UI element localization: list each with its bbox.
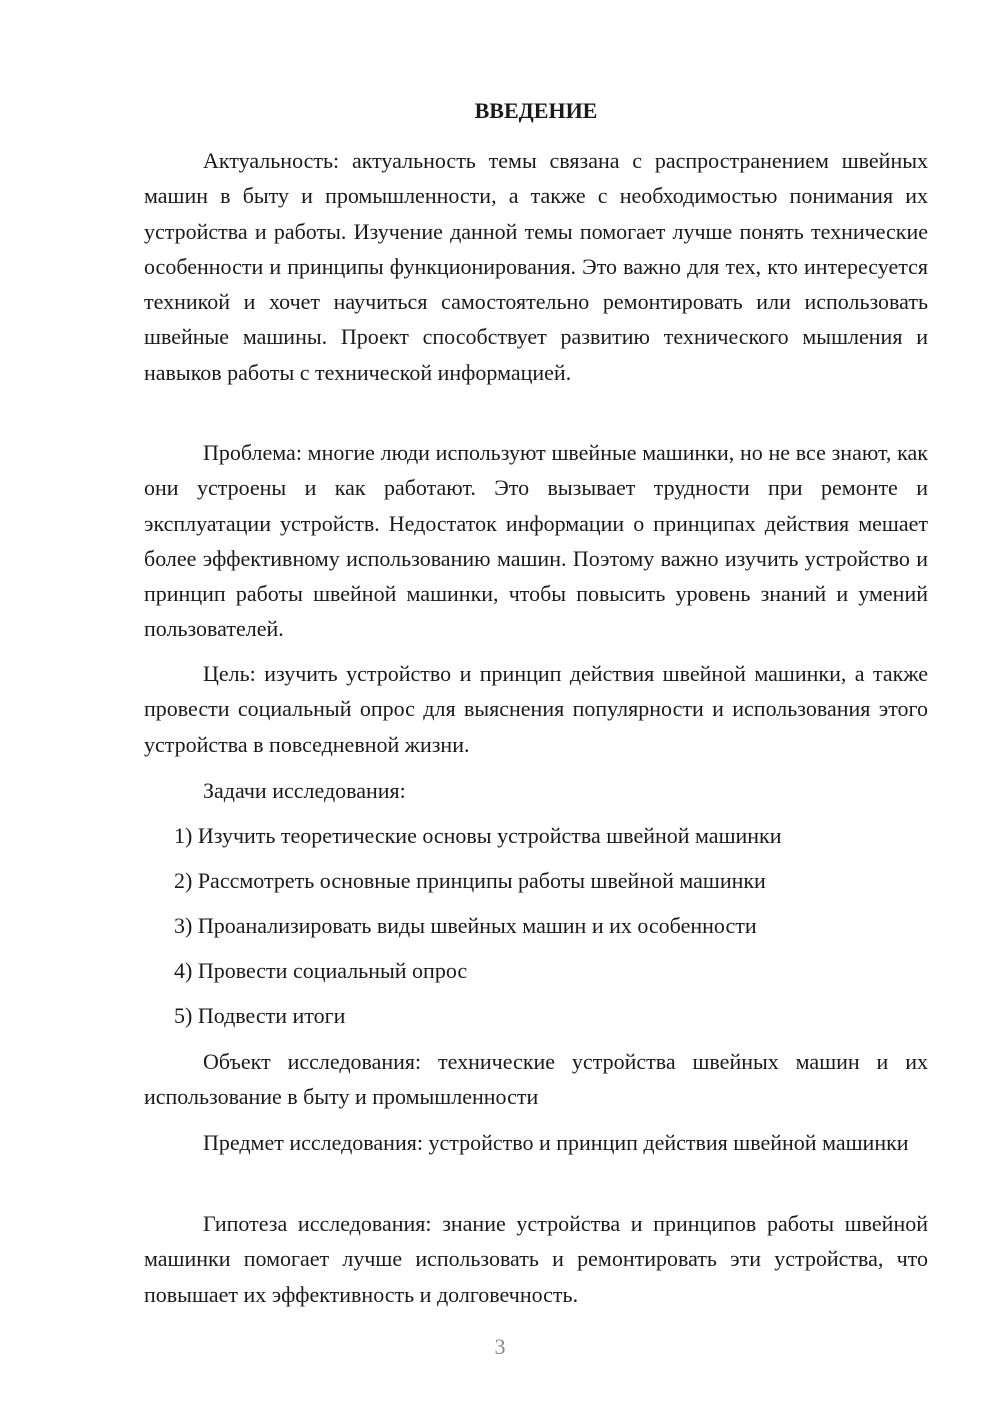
task-item-3-block bbox=[144, 908, 928, 943]
task-item-5-block bbox=[144, 998, 928, 1033]
subject-block bbox=[144, 1125, 928, 1160]
task-item-1-block bbox=[144, 818, 928, 853]
task-item: 2) Рассмотреть основные принципы работы швейной машинки bbox=[174, 868, 766, 893]
task-item-4-block bbox=[144, 953, 928, 988]
section-heading: ВВЕДЕНИЕ bbox=[474, 98, 598, 123]
task-item: 4) Провести социальный опрос bbox=[174, 958, 468, 983]
hypothesis-paragraph: Гипотеза исследования: знание устройства и принципов работы швейной машинки помогает лучше использовать и ремонтировать эти устройства, что повышает их эффективность и долговечность. bbox=[144, 1211, 928, 1307]
tasks-title: Задачи исследования: bbox=[203, 778, 406, 803]
task-item-2-block bbox=[144, 863, 928, 898]
problem-paragraph: Проблема: многие люди используют швейные машинки, но не все знают, как они устроены и как работают. Это вызывает трудности при ремонте и эксплуатации устройств. Недостаток информации о принципах действия мешает более эффективному использованию машин. Поэтому важно изучить устройство и принцип работы швейной машинки, чтобы повысить уровень знаний и умений пользователей. bbox=[144, 440, 928, 642]
goal-paragraph: Цель: изучить устройство и принцип действия швейной машинки, а также провести социальный опрос для выяснения популярности и использования этого устройства в повседневной жизни. bbox=[144, 661, 928, 757]
task-item: 5) Подвести итоги bbox=[174, 1003, 346, 1028]
object-block bbox=[144, 1044, 928, 1115]
hypothesis-block bbox=[144, 1206, 928, 1312]
goal-block bbox=[144, 656, 928, 762]
tasks-title-block bbox=[144, 773, 928, 808]
relevance-paragraph: Актуальность: актуальность темы связана с распространением швейных машин в быту и промышленности, а также с необходимостью понимания их устройства и работы. Изучение данной темы помогает лучше понять технические особенности и принципы функционирования. Это важно для тех, кто интересуется техникой и хочет научиться самостоятельно ремонтировать или использовать швейные машины. Проект способствует развитию технического мышления и навыков работы с технической информацией. bbox=[144, 148, 928, 385]
task-item: 1) Изучить теоретические основы устройства швейной машинки bbox=[174, 823, 782, 848]
task-item: 3) Проанализировать виды швейных машин и их особенности bbox=[174, 913, 757, 938]
subject-paragraph: Предмет исследования: устройство и принцип действия швейной машинки bbox=[203, 1130, 909, 1155]
relevance-block bbox=[144, 143, 928, 390]
object-paragraph: Объект исследования: технические устройства швейных машин и их использование в быту и промышленности bbox=[144, 1049, 928, 1110]
problem-block bbox=[144, 435, 928, 647]
page-number: 3 bbox=[494, 1334, 506, 1359]
